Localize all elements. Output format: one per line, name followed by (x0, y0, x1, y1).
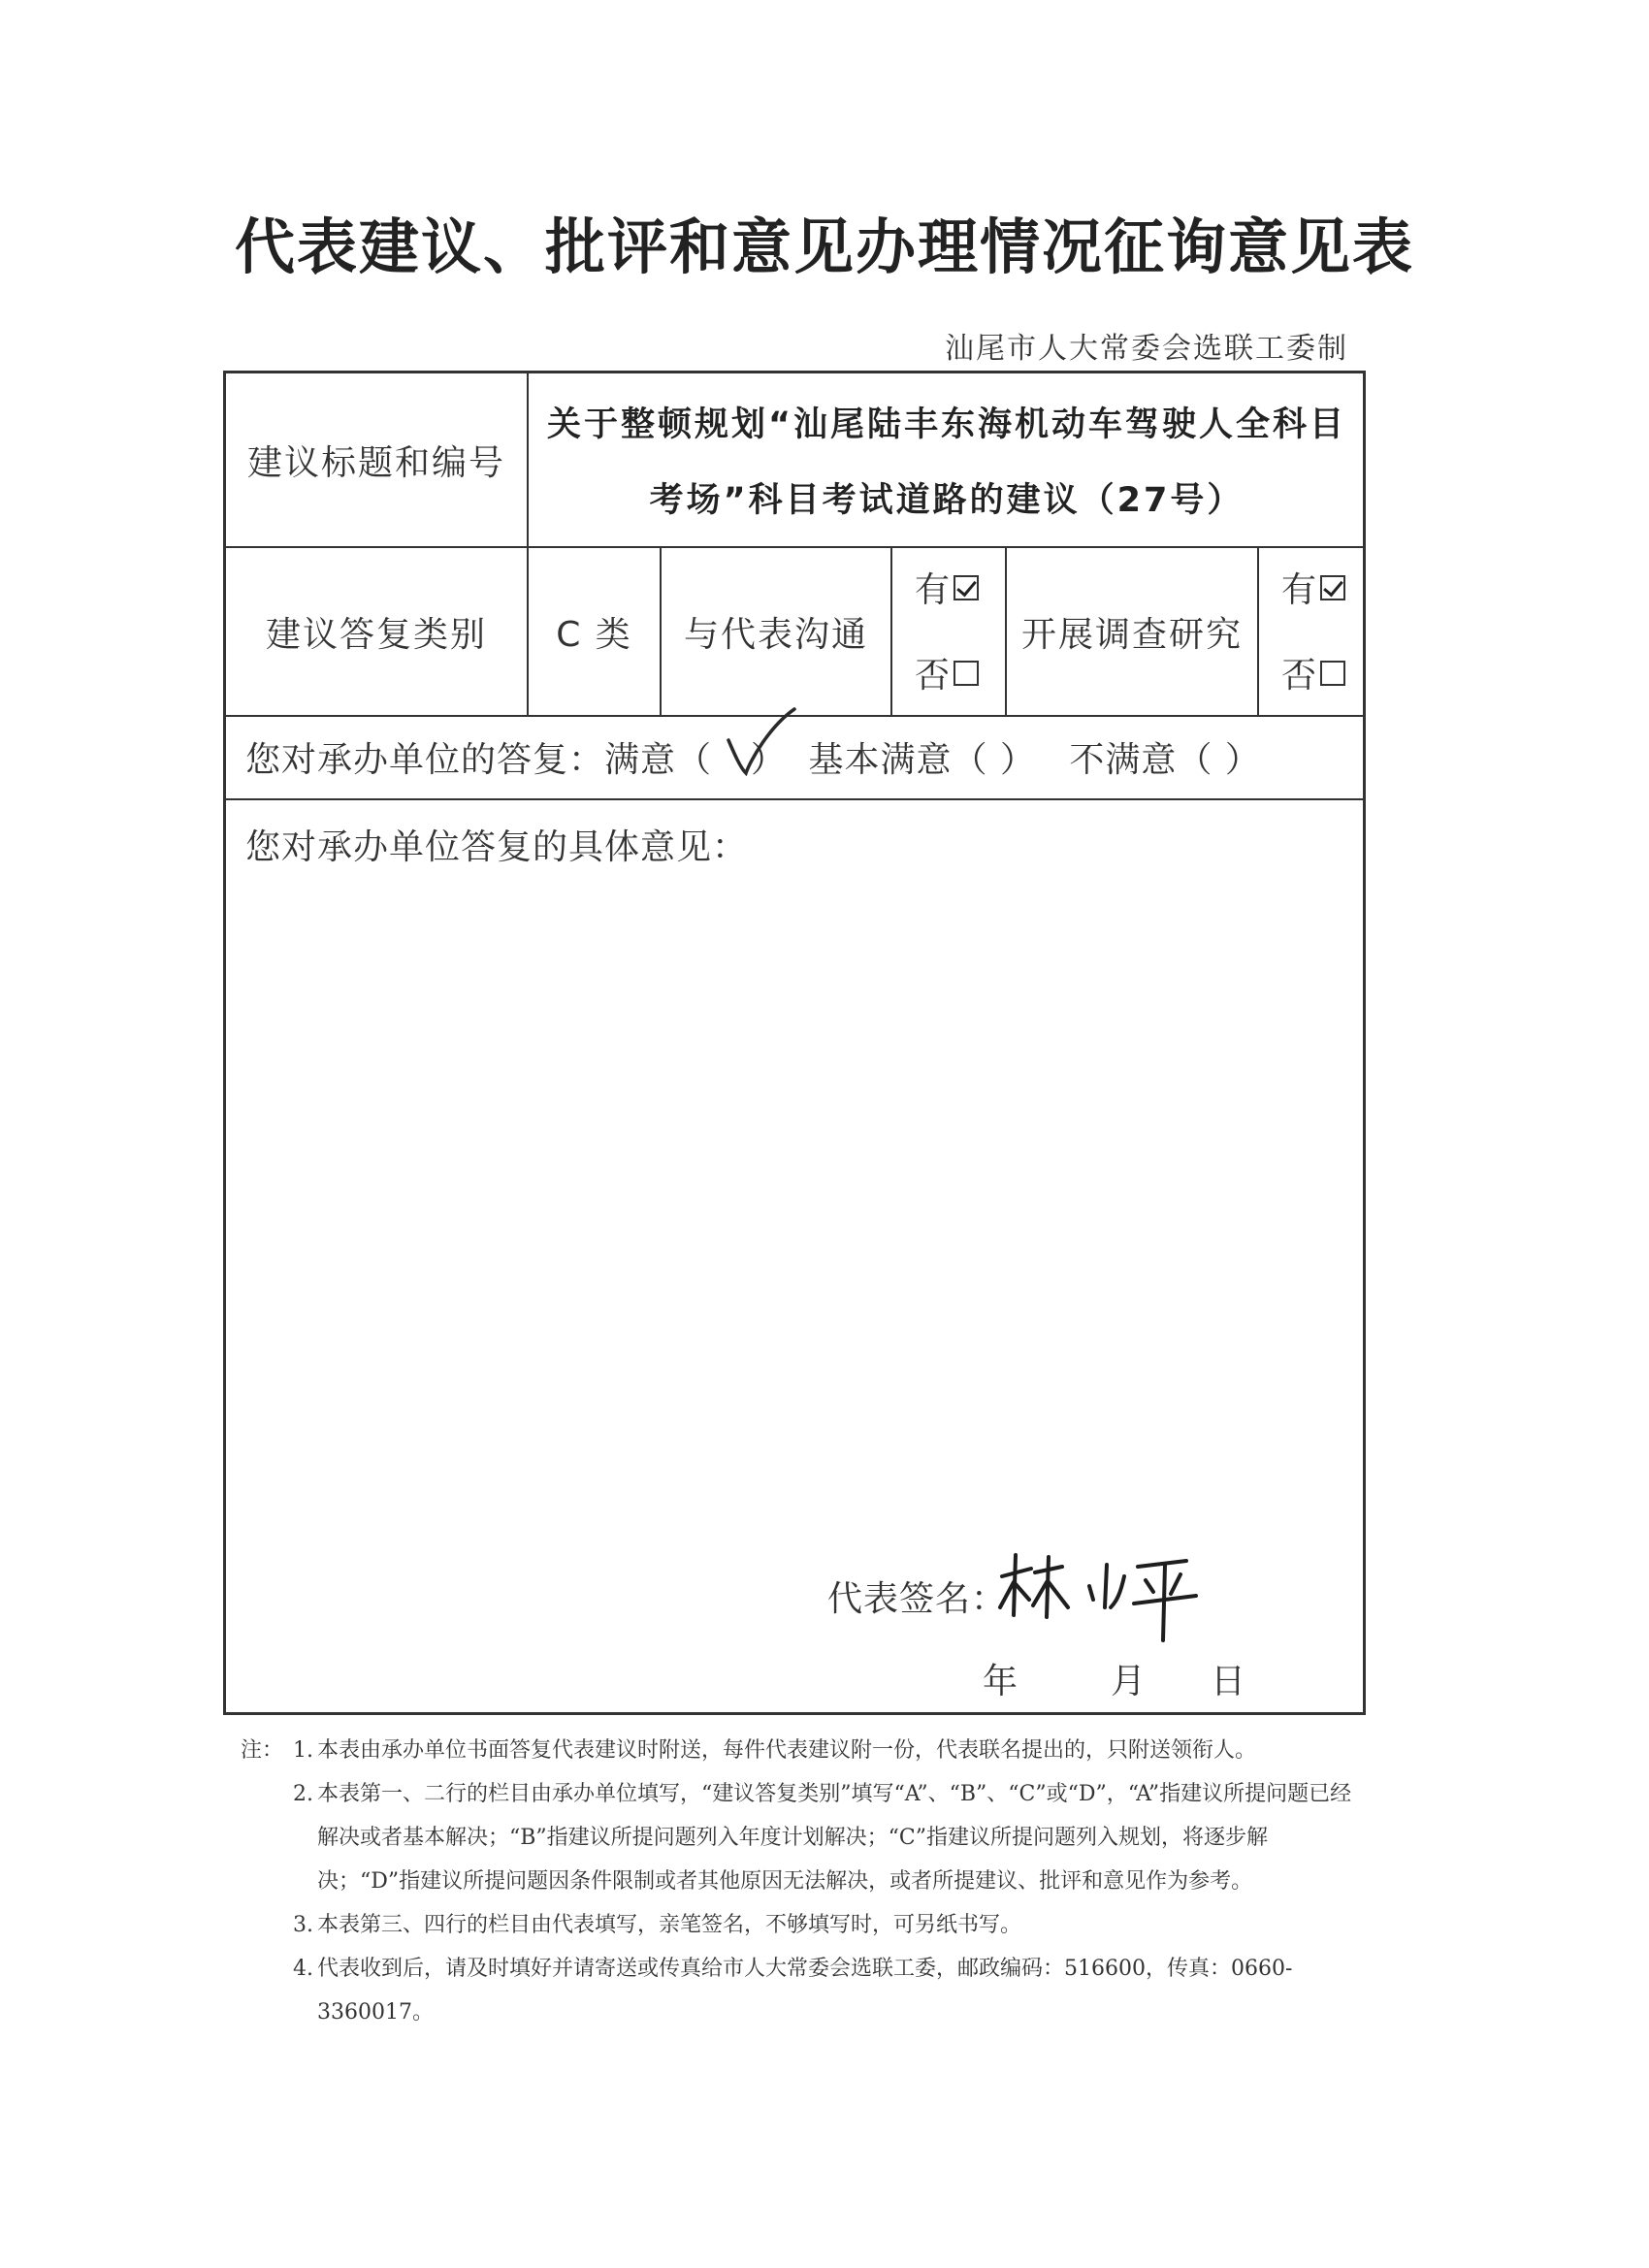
date-day: 日 (1211, 1662, 1246, 1701)
column-divider (1257, 546, 1259, 715)
signature-label: 代表签名： (827, 1579, 1008, 1619)
note-item (241, 1903, 1366, 1947)
issuer-label: 汕尾市人大常委会选联工委制 (945, 332, 1348, 366)
form-title: 代表建议、批评和意见办理情况征询意见表 (234, 211, 1414, 282)
satisfied-option[interactable]: 满意（ (604, 740, 713, 780)
date-year: 年 (983, 1662, 1018, 1701)
note-number: 1. (293, 1738, 313, 1763)
handwritten-check-icon (721, 703, 798, 781)
note-item (241, 1772, 1366, 1903)
suggestion-title-line2: 考场”科目考试道路的建议（27号） (649, 481, 1245, 520)
notes-section (241, 1729, 1366, 2034)
notes-prefix: 注： (241, 1738, 284, 1763)
research-no-checkbox[interactable] (1320, 661, 1345, 686)
satisfaction-prompt: 您对承办单位的答复： (245, 740, 605, 780)
row-divider (226, 798, 1363, 800)
communicate-yes-checkbox[interactable] (954, 575, 979, 600)
communicate-yes-option[interactable] (915, 563, 979, 612)
reply-category-label: 建议答复类别 (265, 614, 487, 655)
satisfied-option-close: ） (751, 740, 788, 780)
research-yes-checkbox[interactable] (1320, 575, 1345, 600)
unsatisfied-option[interactable]: 不满意（ ） (1069, 740, 1261, 780)
note-item (241, 1729, 1366, 1772)
communicate-yes-label: 有 (915, 570, 951, 610)
reply-category-value: C 类 (556, 614, 632, 655)
communicate-no-option[interactable] (915, 648, 979, 697)
note-item (241, 1947, 1366, 2034)
suggestion-title-label: 建议标题和编号 (246, 442, 505, 483)
note-text: 代表收到后，请及时填好并请寄送或传真给市人大常委会选联工委，邮政编码：516600，传真：0660-3360017。 (317, 1957, 1293, 2025)
research-no-label: 否 (1281, 656, 1317, 696)
research-label: 开展调查研究 (1020, 614, 1243, 655)
research-yes-option[interactable] (1281, 563, 1345, 612)
basic-satisfied-option[interactable]: 基本满意（ ） (808, 740, 1036, 780)
communicate-no-label: 否 (915, 656, 951, 696)
note-number: 4. (293, 1957, 313, 1981)
handwritten-signature (992, 1547, 1225, 1644)
note-text: 本表由承办单位书面答复代表建议时附送，每件代表建议附一份，代表联名提出的，只附送领衔人。 (317, 1738, 1257, 1763)
communicate-label: 与代表沟通 (683, 614, 868, 655)
communicate-no-checkbox[interactable] (954, 661, 979, 686)
column-divider (890, 546, 892, 715)
date-month: 月 (1111, 1662, 1147, 1701)
inquiry-form-table (223, 371, 1366, 1715)
research-no-option[interactable] (1281, 648, 1345, 697)
note-number: 2. (293, 1782, 313, 1806)
note-text: 本表第一、二行的栏目由承办单位填写，“建议答复类别”填写“A”、“B”、“C”或“D”，“A”指建议所提问题已经解决或者基本解决；“B”指建议所提问题列入年度计划解决；“C”指建议所提问题列入规划，将逐步解决；“D”指建议所提问题因条件限制或者其他原因无法解决，或者所提建议、批评和意见作为参考。 (317, 1782, 1352, 1894)
specific-opinion-label: 您对承办单位答复的具体意见： (245, 827, 749, 867)
suggestion-title-line1: 关于整顿规划“汕尾陆丰东海机动车驾驶人全科目 (546, 405, 1346, 444)
note-text: 本表第三、四行的栏目由代表填写，亲笔签名，不够填写时，可另纸书写。 (317, 1913, 1022, 1937)
research-yes-label: 有 (1281, 570, 1317, 610)
note-number: 3. (293, 1913, 313, 1937)
